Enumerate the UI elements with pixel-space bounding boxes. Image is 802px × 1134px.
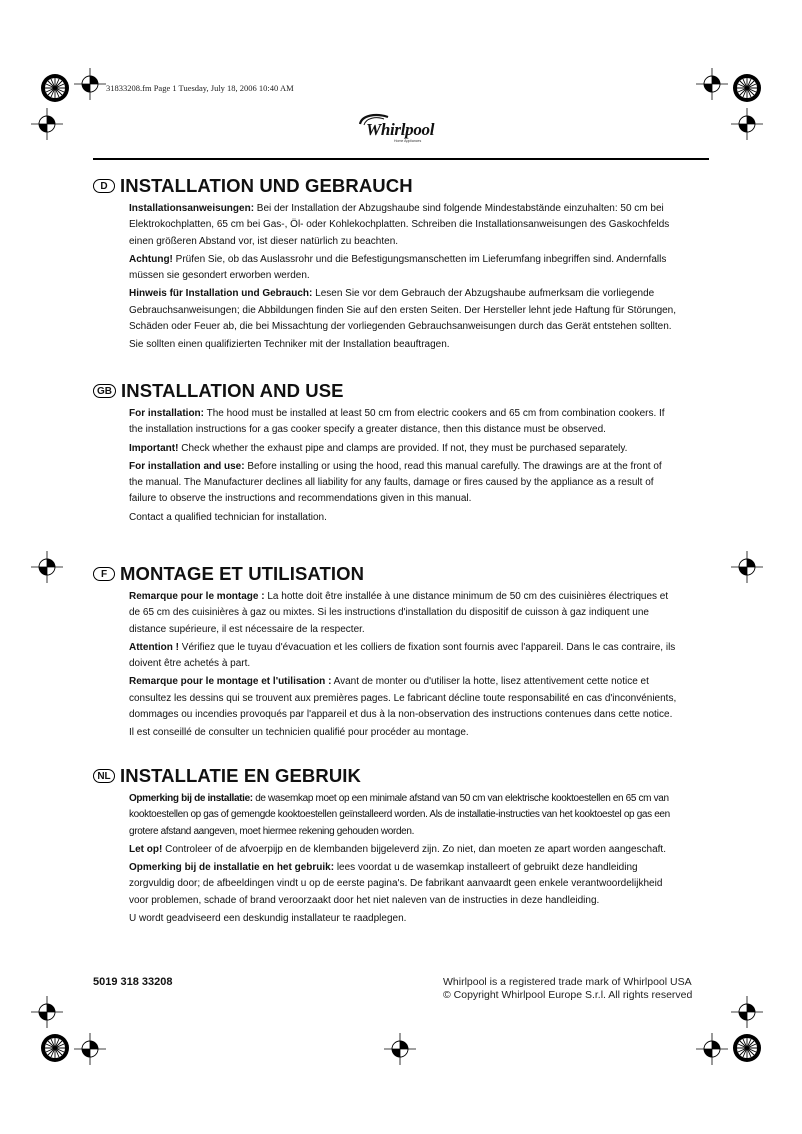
paragraph <box>129 674 677 723</box>
paragraph-text: Controleer of de afvoerpijp en de klembanden bijgeleverd zijn. Zo niet, dan moeten ze apart worden aangeschaft. <box>162 843 666 855</box>
section-header <box>93 765 677 787</box>
section-d <box>93 175 677 356</box>
paragraph-text: Prüfen Sie, ob das Auslassrohr und die Befestigungsmanschetten im Lieferumfang inbegriffen sind. Andernfalls müssen sie gesondert erworben werden. <box>129 253 667 282</box>
paragraph-text: Before installing or using the hood, read this manual carefully. The drawings are at the front of the manual. The Manufacturer declines all liability for any faults, damage or fires caused by the appliance as a result of failure to observe the instructions and recommendations given in this manual. <box>129 460 662 505</box>
section-header <box>93 380 677 402</box>
paragraph-label: Opmerking bij de installatie en het gebruik: <box>129 862 335 874</box>
paragraph <box>129 589 677 638</box>
paragraph <box>129 286 677 335</box>
header-rule <box>93 158 709 160</box>
section-header <box>93 175 677 197</box>
paragraph <box>129 510 677 526</box>
language-badge: F <box>93 567 115 581</box>
paragraph <box>129 201 677 250</box>
paragraph-label: Important! <box>129 442 179 454</box>
paragraph-label: Hinweis für Installation und Gebrauch: <box>129 288 313 300</box>
paragraph <box>129 441 677 457</box>
paragraph-text: lees voordat u de wasemkap installeert of gebruikt deze handleiding zorgvuldig door; de afbeeldingen vindt u op de eerste pagina's. De fabrikant aanvaardt geen enkele verantwoordelijkheid voor problemen, schade of brand veroorzaakt door het niet naleven van de instructies in deze handleiding. <box>129 862 663 906</box>
section-title: MONTAGE ET UTILISATION <box>120 563 365 584</box>
paragraph-label: Installationsanweisungen: <box>129 203 255 214</box>
paragraph-label: Let op! <box>129 843 163 855</box>
paragraph-text: de wasemkap moet op een minimale afstand van 50 cm van elektrische kooktoestellen en 65 cm van kooktoestellen op gas of gemengde kooktoestellen geïnstalleerd worden. Als de installatie-instructies van het kooktoestel op gas een grotere afstand aangeven, moet hiermee rekening gehouden worden. <box>129 793 670 837</box>
paragraph <box>129 842 677 858</box>
paragraph <box>129 406 677 439</box>
section-title: INSTALLATIE EN GEBRUIK <box>120 765 361 786</box>
paragraph <box>129 459 677 508</box>
paragraph-text: Bei der Installation der Abzugshaube sind folgende Mindestabstände einzuhalten: 50 cm bei Elektrokochplatten, 65 cm bei Gas-, Öl- oder Kohlekochplatten. Schreiben die Installationsanweisungen des Gaskochfelds einen größeren Abstand vor, ist dieser natürlich zu beachten. <box>129 203 670 247</box>
logo-tagline: Home Appliances <box>394 139 422 143</box>
section-title: INSTALLATION UND GEBRAUCH <box>120 175 413 196</box>
paragraph <box>129 911 677 927</box>
section-gb <box>93 380 677 528</box>
paragraph-text: Lesen Sie vor dem Gebrauch der Abzugshaube aufmerksam die vorliegende Gebrauchsanweisungen; die Abbildungen finden Sie auf den ersten Seiten. Der Hersteller lehnt jede Haftung für Störungen, Schäden oder Feuer ab, die bei Missachtung der vorliegenden Gebrauchsanweisungen durch das Gerät entstehen sollten. <box>129 288 677 333</box>
paragraph <box>129 640 677 673</box>
section-f <box>93 563 677 744</box>
paragraph-text: La hotte doit être installée à une distance minimum de 50 cm des cuisinières électriques et de 65 cm des cuisinières à gaz ou mixtes. Si les instructions d'installation du dispositif de cuisson à gaz indiquent une distance supérieure, il est nécessaire de la respecter. <box>129 591 669 635</box>
paragraph-label: Remarque pour le montage : <box>129 591 265 602</box>
logo-wordmark: Whirlpool <box>366 120 435 139</box>
paragraph <box>129 791 677 840</box>
paragraph-text: Avant de monter ou d'utiliser la hotte, lisez attentivement cette notice et consultez les dessins qui se trouvent aux premières pages. Le fabricant décline toute responsabilité en cas d'inconvénients, dommages ou incendies provoqués par l'appareil et dus à la non-observation des instructions contenues dans cette notice. <box>129 676 677 721</box>
paragraph <box>129 725 677 741</box>
paragraph-label: For installation: <box>129 408 204 419</box>
paragraph-text: The hood must be installed at least 50 cm from electric cookers and 65 cm from combination cookers. If the installation instructions for a gas cooker specify a greater distance, then this distance must be observed. <box>129 408 665 436</box>
paragraph <box>129 252 677 285</box>
section-title: INSTALLATION AND USE <box>121 380 344 401</box>
language-badge: D <box>93 179 115 193</box>
section-header <box>93 563 677 585</box>
paragraph-text: Sie sollten einen qualifizierten Techniker mit der Installation beauftragen. <box>129 339 450 351</box>
paragraph-text: Il est conseillé de consulter un technicien qualifié pour procéder au montage. <box>129 727 469 739</box>
section-nl <box>93 765 677 929</box>
paragraph <box>129 337 677 353</box>
language-badge: NL <box>93 769 115 783</box>
trademark-notice <box>443 976 692 1002</box>
trademark-line-1: Whirlpool is a registered trade mark of Whirlpool USA <box>443 976 692 988</box>
paragraph <box>129 860 677 909</box>
paragraph-label: Achtung! <box>129 253 173 265</box>
paragraph-label: For installation and use: <box>129 460 245 472</box>
paragraph-label: Attention ! <box>129 641 179 653</box>
paragraph-text: U wordt geadviseerd een deskundig installateur te raadplegen. <box>129 913 407 925</box>
print-header: 31833208.fm Page 1 Tuesday, July 18, 2006 10:40 AM <box>106 83 294 93</box>
whirlpool-logo <box>356 112 442 148</box>
paragraph-text: Contact a qualified technician for installation. <box>129 511 327 523</box>
paragraph-text: Vérifiez que le tuyau d'évacuation et les colliers de fixation sont fournis avec l'appareil. Dans le cas contraire, ils doivent être achetés à part. <box>129 641 676 670</box>
paragraph-label: Remarque pour le montage et l'utilisation : <box>129 676 332 688</box>
language-badge: GB <box>93 384 116 398</box>
paragraph-text: Check whether the exhaust pipe and clamps are provided. If not, they must be purchased separately. <box>178 442 628 454</box>
trademark-line-2: © Copyright Whirlpool Europe S.r.l. All rights reserved <box>443 989 693 1001</box>
part-number: 5019 318 33208 <box>93 976 173 988</box>
paragraph-label: Opmerking bij de installatie: <box>129 793 253 804</box>
